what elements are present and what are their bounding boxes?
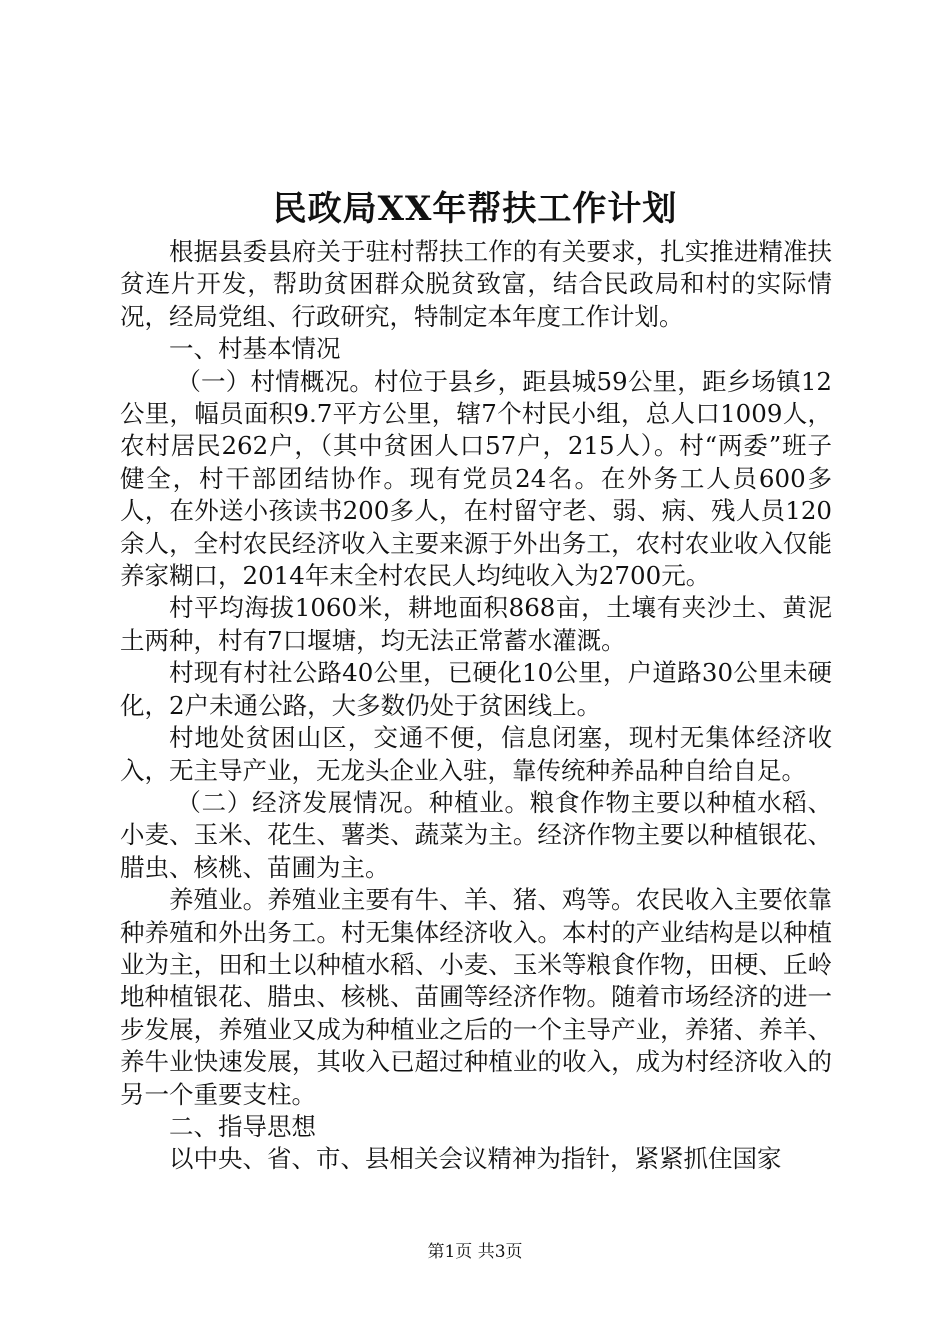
village-overview-paragraph: （一）村情概况。村位于县乡，距县城59公里，距乡场镇12公里，幅员面积9.7平方公里，辖7个村民小组，总人口1009人，农村居民262户，（其中贫困人口57户，215人）。村“两委”班子健全，村干部团结协作。现有党员24名。在外务工人员600多人，在外送小孩读书200多人，在村留守老、弱、病、残人员120余人，全村农民经济收入主要来源于外出务工，农村农业收入仅能养家糊口，2014年末全村农民人均纯收入为2700元。: [120, 366, 832, 591]
guiding-thought-paragraph: 以中央、省、市、县相关会议精神为指针，紧紧抓住国家: [169, 1144, 782, 1174]
section-heading-guiding-thought: 二、指导思想: [169, 1111, 316, 1141]
terrain-paragraph: 村平均海拔1060米，耕地面积868亩，土壤有夹沙土、黄泥土两种，村有7口堰塘，均无法正常蓄水灌溉。: [120, 593, 832, 655]
economy-paragraph: （二）经济发展情况。种植业。粮食作物主要以种植水稻、小麦、玉米、花生、薯类、蔬菜为主。经济作物主要以种植银花、腊虫、核桃、苗圃为主。: [120, 787, 832, 882]
livestock-paragraph: 养殖业。养殖业主要有牛、羊、猪、鸡等。农民收入主要依靠种养殖和外出务工。村无集体经济收入。本村的产业结构是以种植业为主，田和土以种植水稻、小麦、玉米等粮食作物，田梗、丘岭地种植银花、腊虫、核桃、苗圃等经济作物。随着市场经济的进一步发展，养殖业又成为种植业之后的一个主导产业，养猪、养羊、养牛业快速发展，其收入已超过种植业的收入，成为村经济收入的另一个重要支柱。: [120, 885, 832, 1109]
document-body: [120, 236, 832, 1176]
document-title: 民政局XX年帮扶工作计划: [272, 189, 678, 229]
location-paragraph: 村地处贫困山区，交通不便，信息闭塞，现村无集体经济收入，无主导产业，无龙头企业入驻，靠传统种养品种自给自足。: [120, 723, 832, 785]
section-heading-basic-info: 一、村基本情况: [169, 334, 341, 364]
intro-paragraph: 根据县委县府关于驻村帮扶工作的有关要求，扎实推进精准扶贫连片开发，帮助贫困群众脱贫致富，结合民政局和村的实际情况，经局党组、行政研究，特制定本年度工作计划。: [120, 237, 832, 331]
page-number-footer: 第1页 共3页: [427, 1242, 523, 1262]
roads-paragraph: 村现有村社公路40公里，已硬化10公里，户道路30公里未硬化，2户未通公路，大多数仍处于贫困线上。: [120, 658, 832, 720]
